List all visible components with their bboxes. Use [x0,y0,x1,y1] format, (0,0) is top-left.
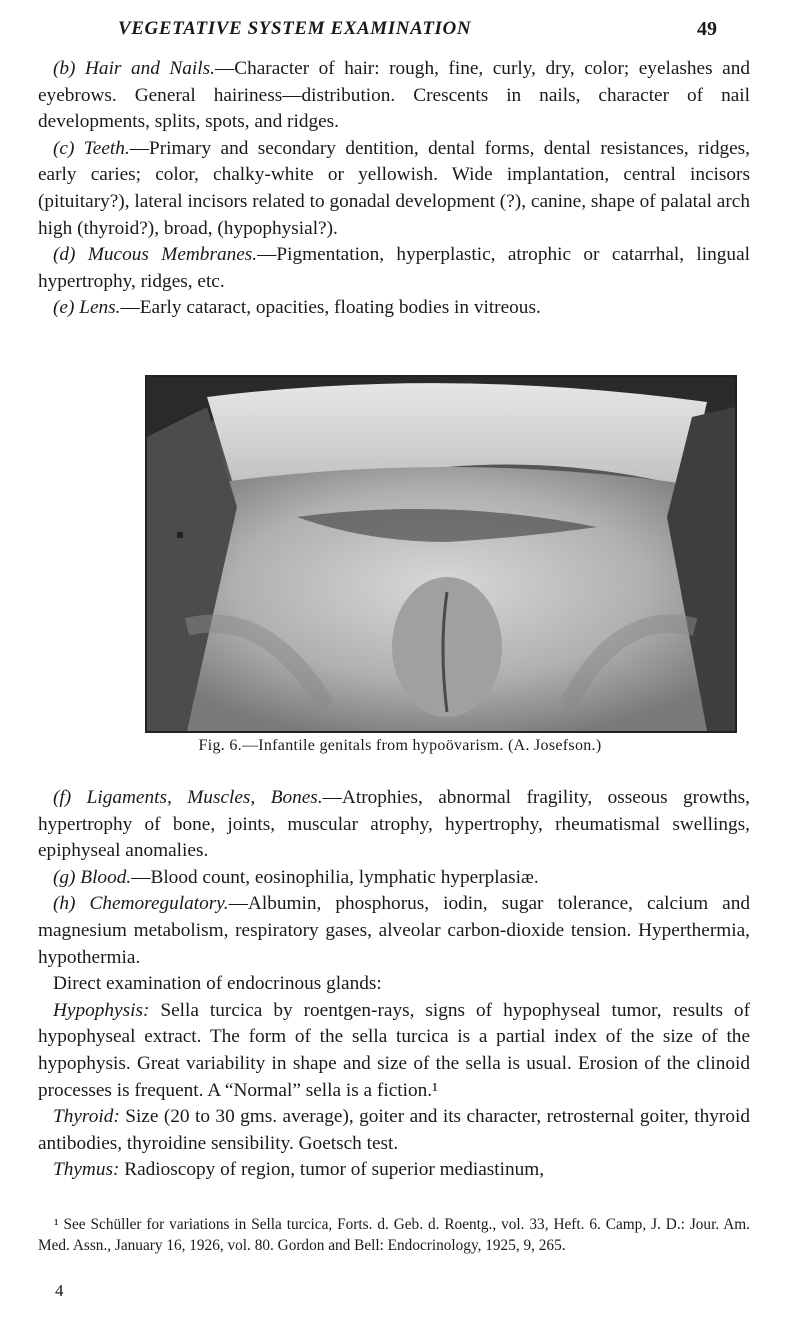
page-header [0,18,800,48]
paragraph-label: (g) Blood. [53,866,132,888]
paragraph-thyroid [38,1104,750,1157]
paragraph-direct-examination [38,971,750,998]
body-text-bottom [38,785,750,1184]
signature-mark: 4 [55,1281,64,1300]
paragraph-lens [38,295,750,322]
paragraph-text: —Character of hair: rough, fine, curly, dry, color; eyelashes and eyebrows. General hairiness—distribution. Crescents in nails, character of nail developments, splits, spots, and ridges. [38,58,750,133]
paragraph-text: —Pigmentation, hyperplastic, atrophic or catarrhal, lingual hypertrophy, ridges, etc. [38,244,750,292]
paragraph-label: (f) Ligaments, Muscles, Bones. [53,787,323,808]
paragraph-text: —Primary and secondary dentition, dental forms, dental resistances, ridges, early caries; color, chalky-white or yellowish. Wide implantation, central incisors (pituitary?), lateral incisors related to gonadal development (?), canine, shape of palatal arch high (thyroid?), broad, (hypophysial?). [38,137,751,239]
footnote-1: ¹ See Schüller for variations in Sella turcica, Forts. d. Geb. d. Roentg., vol. 33, Heft. 6. Camp, J. D.: Jour. Am. Med. Assn., January 16, 1926, vol. 80. Gordon and Bell: Endocrinology, 1925, 9, 265. [38,1216,750,1254]
photograph-illustration [147,377,735,731]
paragraph-label: Thyroid: [53,1106,120,1128]
paragraph-text: Size (20 to 30 gms. average), goiter and its character, retrosternal goiter, thyroid antibodies, thyroidine sensibility. Goetsch test. [38,1106,750,1154]
paragraph-text: —Blood count, eosinophilia, lymphatic hyperplasiæ. [131,866,539,888]
page-number: 49 [697,18,717,40]
paragraph-thymus [38,1157,750,1184]
paragraph-label: (c) Teeth. [53,137,130,159]
running-head: VEGETATIVE SYSTEM EXAMINATION [118,18,472,39]
body-text-top [38,56,750,322]
figure-caption: Fig. 6.—Infantile genitals from hypoövarism. (A. Josefson.) [198,737,602,754]
paragraph-label: (e) Lens. [53,297,121,319]
paragraph-text: —Early cataract, opacities, floating bodies in vitreous. [120,297,541,319]
paragraph-label: (b) Hair and Nails. [53,58,215,79]
paragraph-label: Thymus: [53,1159,120,1181]
paragraph-chemoregulatory [38,891,750,971]
paragraph-hypophysis [38,998,750,1104]
paragraph-hair-nails [38,56,750,136]
paragraph-blood [38,865,750,892]
footnotes [38,1215,750,1256]
paragraph-text: —Albumin, phosphorus, iodin, sugar tolerance, calcium and magnesium metabolism, respiratory gases, alveolar carbon-dioxide tension. Hyperthermia, hypothermia. [38,893,750,968]
paragraph-text: Sella turcica by roentgen-rays, signs of hypophyseal tumor, results of hypophyseal extract. The form of the sella turcica is a partial index of the size of the hypophysis. Great variability in shape and size of the sella is usual. Erosion of the clinoid processes is frequent. A “Normal” sella is a fiction.¹ [38,999,750,1101]
paragraph-label: (h) Chemoregulatory. [53,893,229,915]
paragraph-teeth [38,136,750,242]
paragraph-label: (d) Mucous Membranes. [53,244,258,266]
paragraph-text: Radioscopy of region, tumor of superior mediastinum, [119,1159,545,1181]
paragraph-ligaments [38,785,750,865]
figure-photograph [145,375,737,733]
paragraph-text: Direct examination of endocrinous glands: [53,973,382,995]
paragraph-label: Hypophysis: [53,999,150,1021]
paragraph-text: —Atrophies, abnormal fragility, osseous growths, hypertrophy of bone, joints, muscular atrophy, hypertrophy, rheumatismal swellings, epiphyseal anomalies. [38,787,750,862]
paragraph-mucous-membranes [38,242,750,295]
